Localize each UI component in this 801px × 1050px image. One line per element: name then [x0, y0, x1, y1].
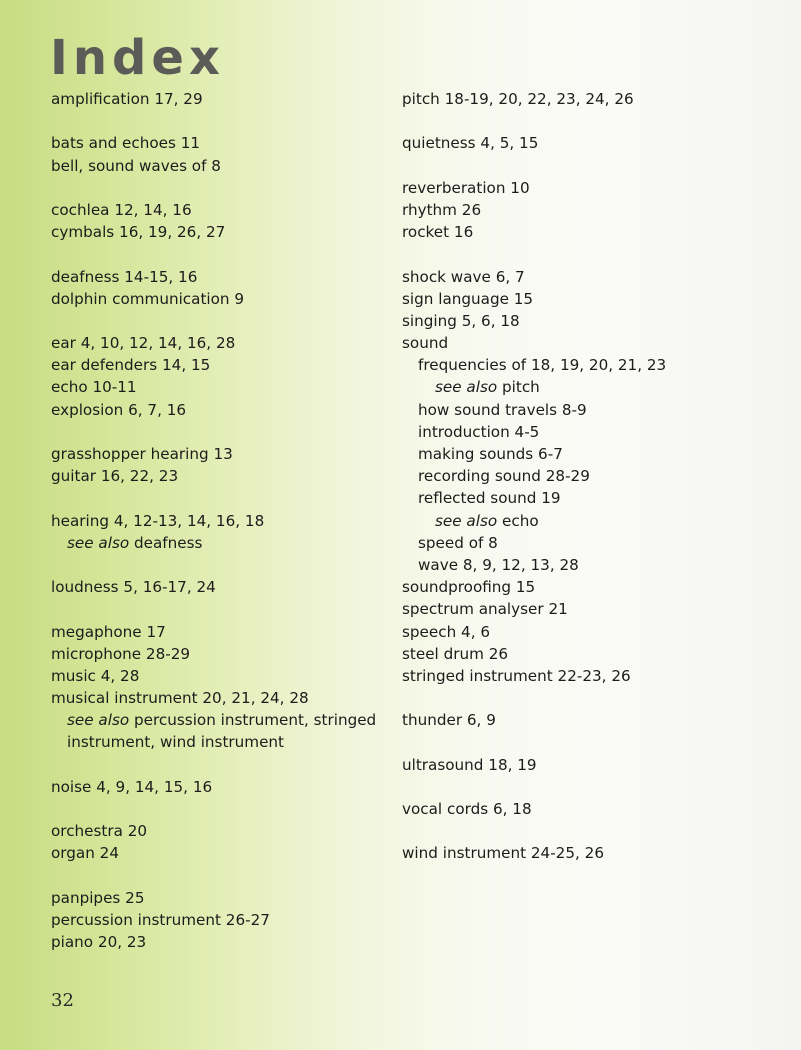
see-also-label: see also	[435, 511, 498, 530]
entry-text: rocket 16	[402, 223, 474, 242]
entry-text: instrument, wind instrument	[67, 733, 284, 752]
entry-text: shock wave 6, 7	[402, 267, 525, 286]
entry-gap	[51, 110, 391, 132]
entry-text: percussion instrument 26-27	[51, 910, 270, 929]
see-also-label: see also	[435, 378, 498, 397]
entry-text: music 4, 28	[51, 666, 140, 685]
index-subentry	[402, 443, 782, 465]
index-entry	[402, 132, 782, 154]
entry-text: introduction 4-5	[418, 422, 540, 441]
index-entry	[51, 399, 391, 421]
index-entry	[402, 88, 782, 110]
entry-gap	[51, 554, 391, 576]
entry-text: echo	[502, 511, 539, 530]
entry-text: reflected sound 19	[418, 489, 561, 508]
entry-text: bats and echoes 11	[51, 134, 201, 153]
entry-text: ultrasound 18, 19	[402, 755, 537, 774]
index-entry	[51, 443, 391, 465]
entry-text: rhythm 26	[402, 200, 482, 219]
entry-text: wave 8, 9, 12, 13, 28	[418, 555, 579, 574]
entry-gap	[51, 487, 391, 509]
entry-text: spectrum analyser 21	[402, 600, 568, 619]
index-entry	[51, 909, 391, 931]
index-entry	[402, 310, 782, 332]
index-entry	[51, 354, 391, 376]
index-subentry	[402, 421, 782, 443]
index-subentry	[402, 487, 782, 509]
entry-text: hearing 4, 12-13, 14, 16, 18	[51, 511, 265, 530]
index-entry	[51, 266, 391, 288]
entry-text: speed of 8	[418, 533, 498, 552]
entry-text: cymbals 16, 19, 26, 27	[51, 223, 226, 242]
entry-text: soundproofing 15	[402, 578, 536, 597]
entry-text: reverberation 10	[402, 178, 530, 197]
index-entry	[51, 221, 391, 243]
entry-text: wind instrument 24-25, 26	[402, 844, 604, 863]
index-entry	[402, 754, 782, 776]
entry-text: ear 4, 10, 12, 14, 16, 28	[51, 334, 236, 353]
index-subentry	[402, 532, 782, 554]
index-entry	[51, 665, 391, 687]
index-entry	[51, 776, 391, 798]
index-subentry	[51, 731, 391, 753]
see-also-label: see also	[67, 711, 130, 730]
index-entry	[51, 687, 391, 709]
entry-gap	[402, 687, 782, 709]
entry-text: deafness 14-15, 16	[51, 267, 198, 286]
index-entry	[51, 576, 391, 598]
entry-text: orchestra 20	[51, 822, 148, 841]
entry-text: recording sound 28-29	[418, 467, 590, 486]
index-entry	[402, 842, 782, 864]
entry-text: making sounds 6-7	[418, 445, 563, 463]
entry-text: megaphone 17	[51, 622, 166, 641]
entry-text: singing 5, 6, 18	[402, 311, 520, 330]
entry-text: noise 4, 9, 14, 15, 16	[51, 777, 213, 796]
index-subentry	[402, 354, 782, 376]
index-entry	[51, 931, 391, 953]
entry-gap	[51, 865, 391, 887]
index-entry	[402, 221, 782, 243]
entry-gap	[402, 110, 782, 132]
entry-text: bell, sound waves of 8	[51, 156, 221, 175]
index-entry	[51, 132, 391, 154]
index-entry	[402, 598, 782, 620]
index-entry	[402, 199, 782, 221]
index-entry	[51, 199, 391, 221]
index-subentry	[51, 532, 391, 554]
entry-text: deafness	[134, 533, 203, 552]
index-entry	[51, 465, 391, 487]
index-entry	[402, 177, 782, 199]
entry-text: steel drum 26	[402, 644, 509, 663]
index-subentry	[402, 554, 782, 576]
entry-text: organ 24	[51, 844, 119, 863]
index-entry	[402, 798, 782, 820]
entry-text: loudness 5, 16-17, 24	[51, 578, 216, 597]
entry-text: thunder 6, 9	[402, 711, 496, 730]
entry-text: dolphin communication 9	[51, 289, 245, 308]
entry-text: microphone 28-29	[51, 644, 191, 663]
entry-text: vocal cords 6, 18	[402, 800, 532, 818]
index-subentry	[402, 399, 782, 421]
entry-gap	[51, 421, 391, 443]
entry-gap	[402, 820, 782, 842]
index-entry	[402, 266, 782, 288]
index-entry	[51, 510, 391, 532]
index-entry	[51, 332, 391, 354]
index-entry	[402, 332, 782, 354]
entry-gap	[402, 776, 782, 798]
entry-gap	[51, 310, 391, 332]
index-entry	[51, 88, 391, 110]
entry-text: sound	[402, 334, 449, 353]
entry-gap	[51, 798, 391, 820]
entry-text: panpipes 25	[51, 888, 145, 907]
index-entry	[402, 288, 782, 310]
entry-text: sign language 15	[402, 289, 534, 308]
entry-text: grasshopper hearing 13	[51, 445, 233, 463]
entry-text: musical instrument 20, 21, 24, 28	[51, 689, 309, 708]
entry-gap	[402, 243, 782, 265]
entry-text: piano 20, 23	[51, 933, 147, 952]
entry-gap	[402, 731, 782, 753]
entry-text: echo 10-11	[51, 378, 137, 397]
index-column-left	[51, 88, 391, 953]
index-subentry	[402, 465, 782, 487]
index-entry	[402, 665, 782, 687]
entry-gap	[51, 243, 391, 265]
index-subentry	[402, 510, 782, 532]
entry-text: explosion 6, 7, 16	[51, 400, 187, 419]
index-subentry	[402, 376, 782, 398]
index-entry	[51, 621, 391, 643]
entry-gap	[51, 598, 391, 620]
entry-text: pitch	[502, 378, 540, 397]
index-entry	[51, 376, 391, 398]
entry-text: guitar 16, 22, 23	[51, 467, 179, 486]
entry-text: how sound travels 8-9	[418, 400, 587, 419]
see-also-label: see also	[67, 533, 130, 552]
entry-text: percussion instrument, stringed	[134, 711, 377, 730]
entry-gap	[51, 754, 391, 776]
index-entry	[402, 643, 782, 665]
entry-text: amplification 17, 29	[51, 90, 203, 108]
index-entry	[51, 643, 391, 665]
page-title: Index	[50, 30, 225, 86]
index-entry	[51, 288, 391, 310]
entry-text: stringed instrument 22-23, 26	[402, 666, 631, 685]
index-entry	[51, 155, 391, 177]
entry-text: speech 4, 6	[402, 622, 491, 641]
index-entry	[402, 621, 782, 643]
index-subentry	[51, 709, 391, 731]
entry-gap	[51, 177, 391, 199]
entry-text: frequencies of 18, 19, 20, 21, 23	[418, 356, 667, 375]
index-entry	[51, 842, 391, 864]
entry-text: cochlea 12, 14, 16	[51, 200, 192, 219]
index-entry	[51, 887, 391, 909]
entry-text: pitch 18-19, 20, 22, 23, 24, 26	[402, 90, 634, 108]
index-entry	[402, 576, 782, 598]
entry-text: ear defenders 14, 15	[51, 356, 211, 375]
index-column-right	[402, 88, 782, 865]
index-entry	[402, 709, 782, 731]
entry-gap	[402, 155, 782, 177]
page-number: 32	[51, 990, 74, 1011]
entry-text: quietness 4, 5, 15	[402, 134, 539, 153]
index-entry	[51, 820, 391, 842]
